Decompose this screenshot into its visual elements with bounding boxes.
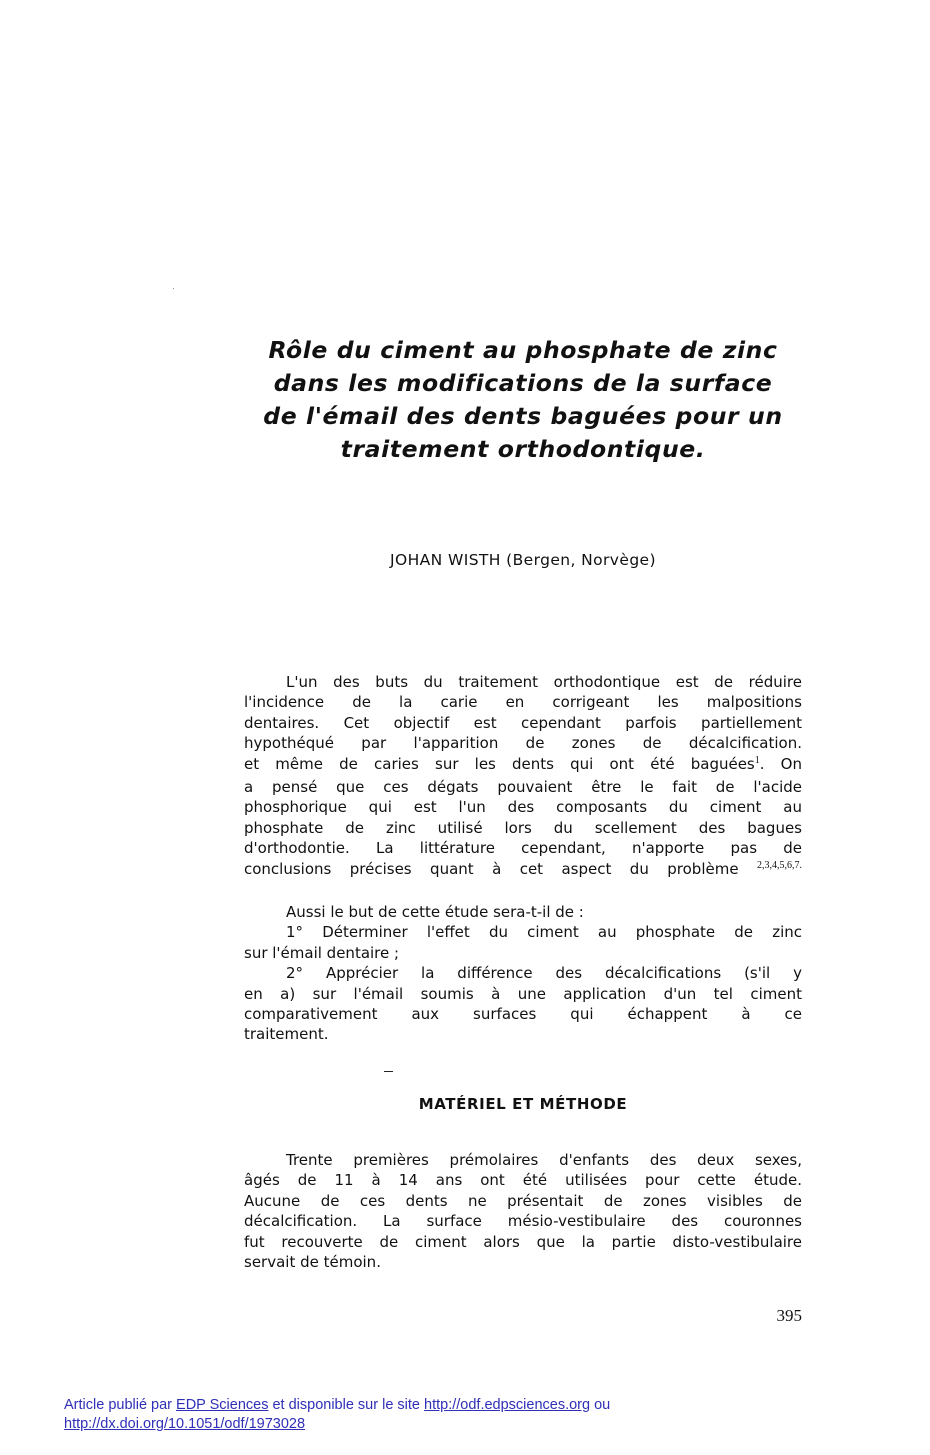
author-line: JOHAN WISTH (Bergen, Norvège)	[390, 551, 656, 569]
title-line: Rôle du ciment au phosphate de zinc	[268, 336, 778, 364]
text-line: âgés de 11 à 14 ans ont été utilisées pour cette étude.	[244, 1171, 802, 1190]
text-line: fut recouverte de ciment alors que la partie disto-vestibulaire	[244, 1232, 802, 1251]
text-fragment: . On	[759, 754, 802, 773]
text-line: décalcification. La surface mésio-vestibulaire des couronnes	[244, 1212, 802, 1231]
scan-speck	[173, 288, 174, 289]
title-line: de l'émail des dents baguées pour un	[263, 402, 783, 430]
text-line: L'un des buts du traitement orthodontique est de réduire	[286, 673, 802, 691]
footnote-reference: 2,3,4,5,6,7	[757, 859, 800, 871]
text-line: en a) sur l'émail soumis à une application d'un tel ciment	[244, 984, 802, 1003]
text-line: phosphate de zinc utilisé lors du scellement des bagues	[244, 818, 802, 837]
title-line: traitement orthodontique.	[340, 435, 706, 463]
site-link[interactable]: http://odf.edpsciences.org	[424, 1397, 591, 1413]
doi-link[interactable]: http://dx.doi.org/10.1051/odf/1973028	[64, 1416, 306, 1432]
text-line: traitement.	[244, 1025, 329, 1044]
text-line: servait de témoin.	[244, 1253, 381, 1272]
text-line: d'orthodontie. La littérature cependant, n'apporte pas de	[244, 839, 802, 858]
article-title	[236, 334, 810, 466]
text-line: phosphorique qui est l'un des composants du ciment au	[244, 798, 802, 817]
footer-text: ou	[590, 1397, 611, 1413]
footer-text: Article publié par	[64, 1397, 177, 1413]
intro-paragraph	[244, 672, 802, 882]
text-fragment: conclusions précises quant à cet aspect du problème	[244, 859, 757, 878]
text-line: 2° Apprécier la différence des décalcifications (s'il y	[286, 964, 802, 983]
page-number: 395	[776, 1306, 802, 1325]
text-line: Aucune de ces dents ne présentait de zones visibles de	[244, 1191, 802, 1210]
text-line: a pensé que ces dégats pouvaient être le fait de l'acide	[244, 778, 802, 797]
text-line: dentaires. Cet objectif est cependant parfois partiellement	[244, 713, 802, 732]
publisher-footer	[64, 1396, 884, 1434]
text-fragment: et même de caries sur les dents qui ont été baguées	[244, 754, 755, 773]
text-line: sur l'émail dentaire ;	[244, 943, 400, 962]
methods-paragraph	[244, 1150, 802, 1272]
publisher-link[interactable]: EDP Sciences	[176, 1397, 269, 1413]
text-line: comparativement aux surfaces qui échappent à ce	[244, 1005, 802, 1024]
text-line: Trente premières prémolaires d'enfants des deux sexes,	[286, 1151, 802, 1169]
section-heading: MATÉRIEL ET MÉTHODE	[418, 1095, 628, 1113]
separator-dash	[384, 1071, 393, 1072]
text-line	[244, 859, 802, 882]
text-fragment: .	[799, 859, 802, 871]
title-line: dans les modifications de la surface	[273, 369, 773, 397]
footnote-reference: 1	[754, 754, 760, 766]
footer-text: et disponible sur le site	[268, 1397, 425, 1413]
text-line	[244, 754, 802, 777]
text-line: Aussi le but de cette étude sera-t-il de :	[286, 903, 584, 921]
aims-paragraph	[244, 902, 802, 1045]
text-line: 1° Déterminer l'effet du ciment au phosphate de zinc	[286, 923, 802, 942]
text-line: l'incidence de la carie en corrigeant les malpositions	[244, 693, 802, 712]
text-line: hypothéqué par l'apparition de zones de décalcification.	[244, 734, 802, 753]
